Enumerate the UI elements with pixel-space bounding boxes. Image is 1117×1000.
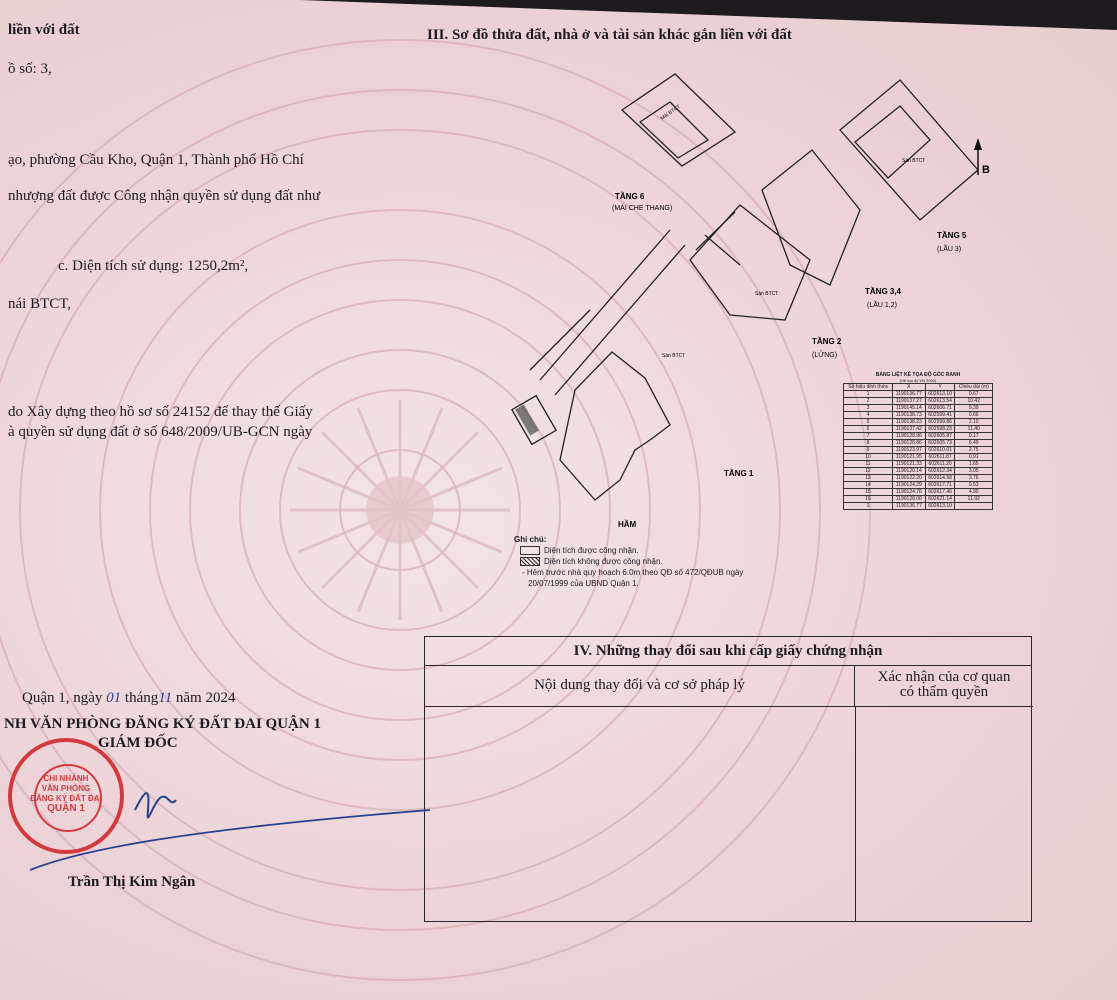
coord-cell: 10.42 [955,398,993,405]
signer-name: Trần Thị Kim Ngân [68,874,196,890]
coord-cell: 3.76 [955,475,993,482]
coord-cell: 1190120.14 [892,468,925,475]
coord-cell: 14 [844,482,893,489]
coord-cell: 12 [844,468,893,475]
coord-cell: 1190123.97 [892,447,925,454]
date-prefix: Quận 1, ngày [22,690,103,706]
floor-material-label: Sàn BTCT [902,158,926,164]
alley-note-line1: - Hẻm trước nhà quy hoạch 6.0m theo QĐ số 472/QĐUB ngày [522,568,744,577]
coord-row [844,447,993,454]
not-recognized-note: Diện tích không được công nhận. [544,557,663,566]
coord-row [844,391,993,398]
coord-cell: 10 [844,454,893,461]
coord-cell: 8 [844,440,893,447]
coord-cell: 1190136.77 [892,391,925,398]
coord-header-cell: Số hiệu đỉnh thửa [844,384,893,391]
coord-cell: 1190121.33 [892,461,925,468]
coord-row [844,426,993,433]
coord-cell: 1190122.20 [892,475,925,482]
floor34-sublabel: (LẦU 1,2) [867,302,897,309]
floor5-label: TẦNG 5 [937,231,967,240]
coord-row [844,405,993,412]
signer-role: GIÁM ĐỐC [98,735,178,751]
coord-cell: 0.66 [955,412,993,419]
coord-cell: 602599.41 [925,412,955,419]
coord-row [844,398,993,405]
coord-cell: 6 [844,426,893,433]
coord-header-cell: Chiều dài (m) [955,384,993,391]
notes-label: Ghi chú: [514,535,547,544]
coord-row [844,440,993,447]
coord-row [844,412,993,419]
coord-row [844,496,993,503]
coord-cell: 602605.87 [925,433,955,440]
coord-row [844,468,993,475]
coord-cell: 11.92 [955,496,993,503]
coord-cell: 602621.14 [925,496,955,503]
coord-cell: 1190124.76 [892,489,925,496]
coord-cell: 1190138.23 [892,419,925,426]
coord-cell: 9 [844,447,893,454]
coord-cell: 0.17 [955,433,993,440]
left-text-fragment: nái BTCT, [8,296,72,312]
coord-cell: 602613.10 [925,391,955,398]
coord-cell: 602613.10 [925,503,955,510]
coord-cell: 3 [844,405,893,412]
notes-block [514,534,743,589]
coord-cell: 602611.87 [925,454,955,461]
coord-cell: 1190138.73 [892,412,925,419]
coord-cell: 1190128.86 [892,440,925,447]
not-recognized-swatch [520,557,540,566]
left-text-fragment: do Xây dựng theo hồ sơ số 24152 để thay thế Giấy [8,404,313,420]
roof-material-label: Mái BTCT [659,103,682,122]
seal-text: CHI NHÁNH VĂN PHÒNG ĐĂNG KÝ ĐẤT ĐAI QUẬN 1 [30,774,102,814]
coord-cell: 1190136.77 [892,503,925,510]
coord-cell: 1 [844,391,893,398]
coord-cell: 4.90 [955,489,993,496]
floor2-label: TẦNG 2 [812,337,842,346]
left-text-fragment: ạo, phường Cầu Kho, Quận 1, Thành phố Hồ Chí [8,152,304,168]
coord-cell: 3.05 [955,468,993,475]
coord-cell: 1.65 [955,461,993,468]
coord-cell: 2.10 [955,419,993,426]
coord-cell: 1190128.00 [892,496,925,503]
north-label: B [982,164,990,176]
coord-row [844,475,993,482]
coord-cell: 0.67 [955,391,993,398]
date-day: 01 [106,690,122,706]
date-month: 11 [158,690,173,706]
coord-header-cell: Y [925,384,955,391]
coord-cell: 602599.86 [925,419,955,426]
coord-cell: 16 [844,496,893,503]
coord-cell: 11.40 [955,426,993,433]
coord-row [844,419,993,426]
date-year: năm 2024 [175,690,236,706]
coord-cell: 0.91 [955,454,993,461]
coord-cell: 1190124.29 [892,482,925,489]
coord-row [844,489,993,496]
coord-header-cell: X [892,384,925,391]
coord-table-grid [843,383,993,510]
left-text-fragment: ồ số: 3, [8,61,52,77]
floor2-sublabel: (LỬNG) [812,352,838,359]
coord-cell: 602606.71 [925,405,955,412]
coord-cell: 602610.01 [925,447,955,454]
coord-cell: 15 [844,489,893,496]
coord-cell: 7 [844,433,893,440]
left-text-fragment: à quyền sử dụng đất ở số 648/2009/UB-GCN ngày [8,424,313,440]
section4-title: IV. Những thay đổi sau khi cấp giấy chứng nhận [425,637,1031,666]
basement-label: HẦM [618,520,637,529]
coord-cell: 2.75 [955,447,993,454]
confirmation-header-line2: có thẩm quyền [899,684,989,700]
coord-cell: 1 [844,503,893,510]
coord-cell: 1190128.96 [892,433,925,440]
coord-cell: 11 [844,461,893,468]
floor6-label: TẦNG 6 [615,192,645,201]
floor1-label: TẦNG 1 [724,469,754,478]
alley-note-line2: 20/07/1999 của UBND Quận 1. [528,579,639,588]
date-month-label: tháng [124,690,159,706]
coord-table-subtitle: (Hệ tọa độ VN 2000) [899,378,937,383]
recognized-swatch [520,546,540,555]
changes-table [424,636,1032,922]
coord-row [844,454,993,461]
coord-row [844,433,993,440]
coord-cell: 602613.54 [925,398,955,405]
handwritten-signature [20,770,440,880]
coord-cell: 602617.46 [925,489,955,496]
coordinate-table [843,372,993,510]
coord-cell: 2 [844,398,893,405]
coord-cell [955,503,993,510]
coord-cell: 4 [844,412,893,419]
coord-cell: 602614.58 [925,475,955,482]
usage-area-text: c. Diện tích sử dụng: 1250,2m², [58,258,249,274]
floor-material-label: Sàn BTCT [662,353,686,359]
coord-cell: 13 [844,475,893,482]
coord-cell: 6.49 [955,440,993,447]
coord-cell: 1190121.95 [892,454,925,461]
coord-cell: 9.39 [955,405,993,412]
coord-row [844,503,993,510]
recognized-note: Diện tích được công nhận. [544,546,639,555]
floor6-sublabel: (MÁI CHE THANG) [612,205,673,212]
coord-cell: 602617.71 [925,482,955,489]
confirmation-header-line1: Xác nhận của cơ quan [877,669,1011,685]
coord-cell: 602611.20 [925,461,955,468]
floor5-sublabel: (LẦU 3) [937,246,962,253]
left-text-fragment: nhượng đất được Công nhận quyền sử dụng đất như [8,188,321,204]
coord-table-title: BẢNG LIỆT KÊ TỌA ĐỘ GÓC RANH [875,372,961,378]
section3-title: III. Sơ đồ thửa đất, nhà ở và tài sản khác gắn liền với đất [427,27,792,43]
coord-cell: 0.53 [955,482,993,489]
coord-cell: 1190145.14 [892,405,925,412]
coord-row [844,482,993,489]
changes-col-confirmation [855,665,1033,707]
coord-cell: 5 [844,419,893,426]
issue-date [22,690,235,707]
coord-cell: 1190137.27 [892,398,925,405]
left-heading-fragment: liền với đất [8,22,80,38]
floor-material-label: Sàn BTCT [755,291,779,297]
table-divider [855,707,856,921]
changes-col-content: Nội dung thay đổi và cơ sở pháp lý [425,665,855,707]
coord-cell: 602605.73 [925,440,955,447]
coord-cell: 602598.23 [925,426,955,433]
floor34-label: TẦNG 3,4 [865,287,902,296]
coord-cell: 602612.34 [925,468,955,475]
issuing-office: NH VĂN PHÒNG ĐĂNG KÝ ĐẤT ĐAI QUẬN 1 [4,716,321,732]
coord-row [844,461,993,468]
coord-cell: 1190137.42 [892,426,925,433]
